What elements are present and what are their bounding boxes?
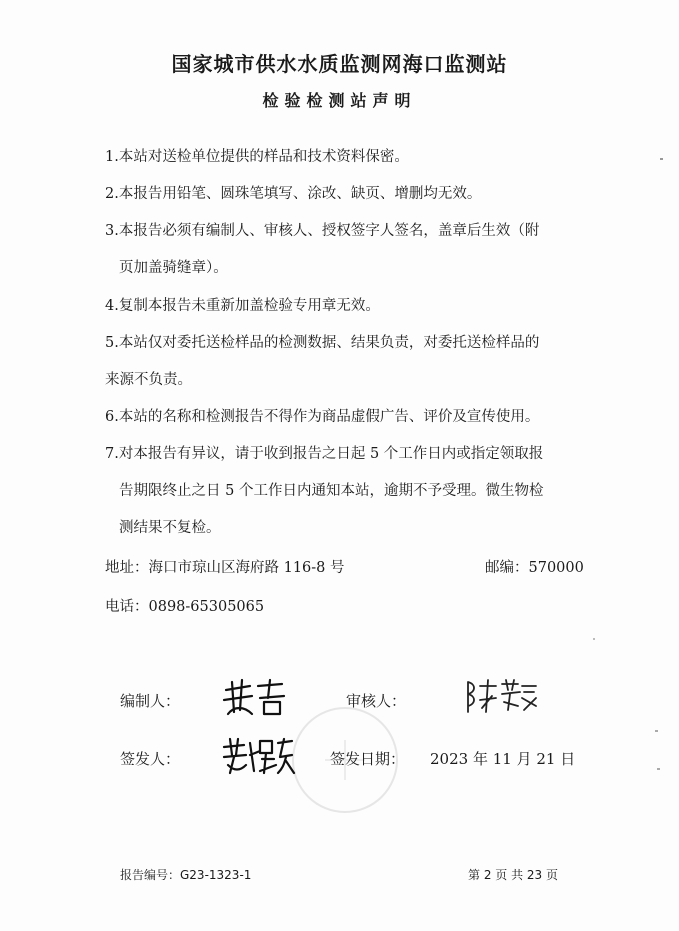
- clause-text: 6.本站的名称和检测报告不得作为商品虚假广告、评价及宣传使用。: [105, 409, 540, 425]
- clause-5: [105, 325, 587, 399]
- clause-text: 3.本报告必须有编制人、审核人、授权签字人签名，盖章后生效（附: [105, 223, 540, 239]
- scan-speck: [657, 768, 660, 770]
- clause-1: [105, 139, 587, 176]
- page-title: 国家城市供水水质监测网海口监测站: [171, 52, 508, 76]
- compiler-signature-icon: [220, 676, 290, 720]
- postcode: 邮编：570000: [485, 560, 584, 576]
- phone: 电话：0898-65305065: [105, 599, 265, 615]
- issue-date: 2023 年 11 月 21 日: [430, 750, 576, 768]
- reviewer-signature-icon: [462, 676, 540, 718]
- report-number: 报告编号：G23-1323-1: [120, 868, 252, 882]
- clause-text: 4.复制本报告未重新加盖检验专用章无效。: [105, 298, 380, 314]
- address: 地址：海口市琼山区海府路 116-8 号: [105, 560, 345, 576]
- clause-7: [105, 436, 587, 547]
- scan-speck: [660, 158, 663, 160]
- issuer-label: 签发人：: [120, 750, 181, 768]
- reviewer-label: 审核人：: [346, 692, 407, 710]
- clause-text-continued: 页加盖骑缝章）。: [119, 260, 228, 276]
- clause-text: 1.本站对送检单位提供的样品和技术资料保密。: [105, 149, 409, 165]
- clause-3: [105, 213, 587, 287]
- clause-text: 2.本报告用铅笔、圆珠笔填写、涂改、缺页、增删均无效。: [105, 186, 482, 202]
- page-subtitle: 检验检测站声明: [262, 91, 417, 110]
- clause-text-continued: 来源不负责。: [105, 372, 192, 388]
- compiler-label: 编制人：: [120, 692, 181, 710]
- clause-4: [105, 288, 587, 325]
- clause-text: 7.对本报告有异议，请于收到报告之日起 5 个工作日内或指定领取报: [105, 446, 544, 462]
- clause-text-continued: 告期限终止之日 5 个工作日内通知本站，逾期不予受理。微生物检: [119, 483, 544, 499]
- page-number: 第 2 页 共 23 页: [468, 868, 558, 882]
- clause-2: [105, 176, 587, 213]
- issue-date-label: 签发日期：: [330, 750, 406, 768]
- scan-speck: [593, 638, 595, 640]
- clause-6: [105, 399, 587, 436]
- issuer-signature-icon: [220, 735, 296, 779]
- scan-speck: [655, 730, 658, 732]
- clause-text-continued: 测结果不复检。: [119, 520, 221, 536]
- clause-text: 5.本站仅对委托送检样品的检测数据、结果负责，对委托送检样品的: [105, 335, 540, 351]
